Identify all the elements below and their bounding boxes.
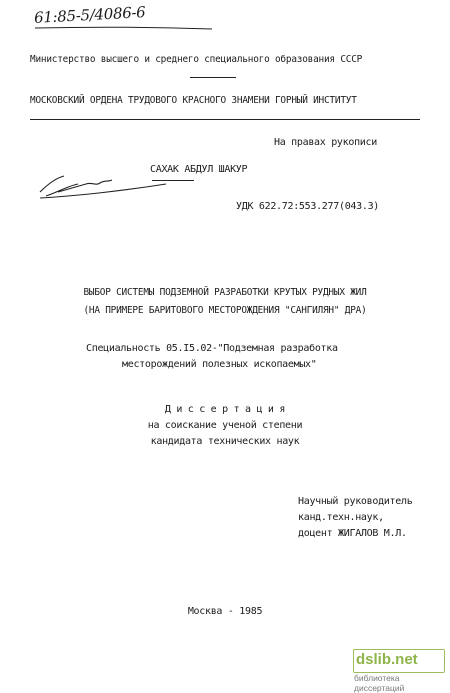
- handwritten-signature: [38, 170, 168, 202]
- supervisor-name: доцент ЖИГАЛОВ М.Л.: [298, 528, 407, 539]
- ministry-line: Министерство высшего и среднего специального образования СССР: [30, 54, 363, 65]
- degree-line-2: кандидата технических наук: [150, 436, 300, 447]
- degree-line-1: на соискание ученой степени: [147, 420, 303, 431]
- city-year: Москва - 1985: [187, 606, 263, 617]
- supervisor-title: Научный руководитель: [298, 496, 413, 507]
- dissertation-heading: Д и с с е р т а ц и я: [164, 404, 286, 415]
- archive-code-underline: [34, 25, 214, 31]
- institute-line: МОСКОВСКИЙ ОРДЕНА ТРУДОВОГО КРАСНОГО ЗНАМЕНИ ГОРНЫЙ ИНСТИТУТ: [30, 95, 357, 106]
- archive-code: 61:85-5/4086-6: [33, 3, 146, 27]
- title-line-2: (НА ПРИМЕРЕ БАРИТОВОГО МЕСТОРОЖДЕНИЯ "САНГИЛЯН" ДРА): [83, 305, 367, 316]
- supervisor-degree: канд.техн.наук,: [298, 512, 384, 523]
- specialty-line-1: Специальность 05.I5.02-"Подземная разработка: [86, 343, 338, 354]
- institute-divider: [30, 119, 420, 120]
- specialty-line-2: месторождений полезных ископаемых": [122, 359, 317, 370]
- ministry-divider: [190, 77, 236, 78]
- author-underline: [152, 180, 194, 181]
- udk-code: УДК 622.72:553.277(043.3): [236, 201, 380, 212]
- author-name: САХАК АБДУЛ ШАКУР: [150, 164, 248, 175]
- title-line-1: ВЫБОР СИСТЕМЫ ПОДЗЕМНОЙ РАЗРАБОТКИ КРУТЫХ РУДНЫХ ЖИЛ: [83, 287, 367, 298]
- manuscript-rights: На правах рукописи: [274, 137, 377, 148]
- watermark-caption: библиотека диссертаций: [354, 673, 405, 693]
- watermark-brand: dslib.net: [356, 651, 418, 668]
